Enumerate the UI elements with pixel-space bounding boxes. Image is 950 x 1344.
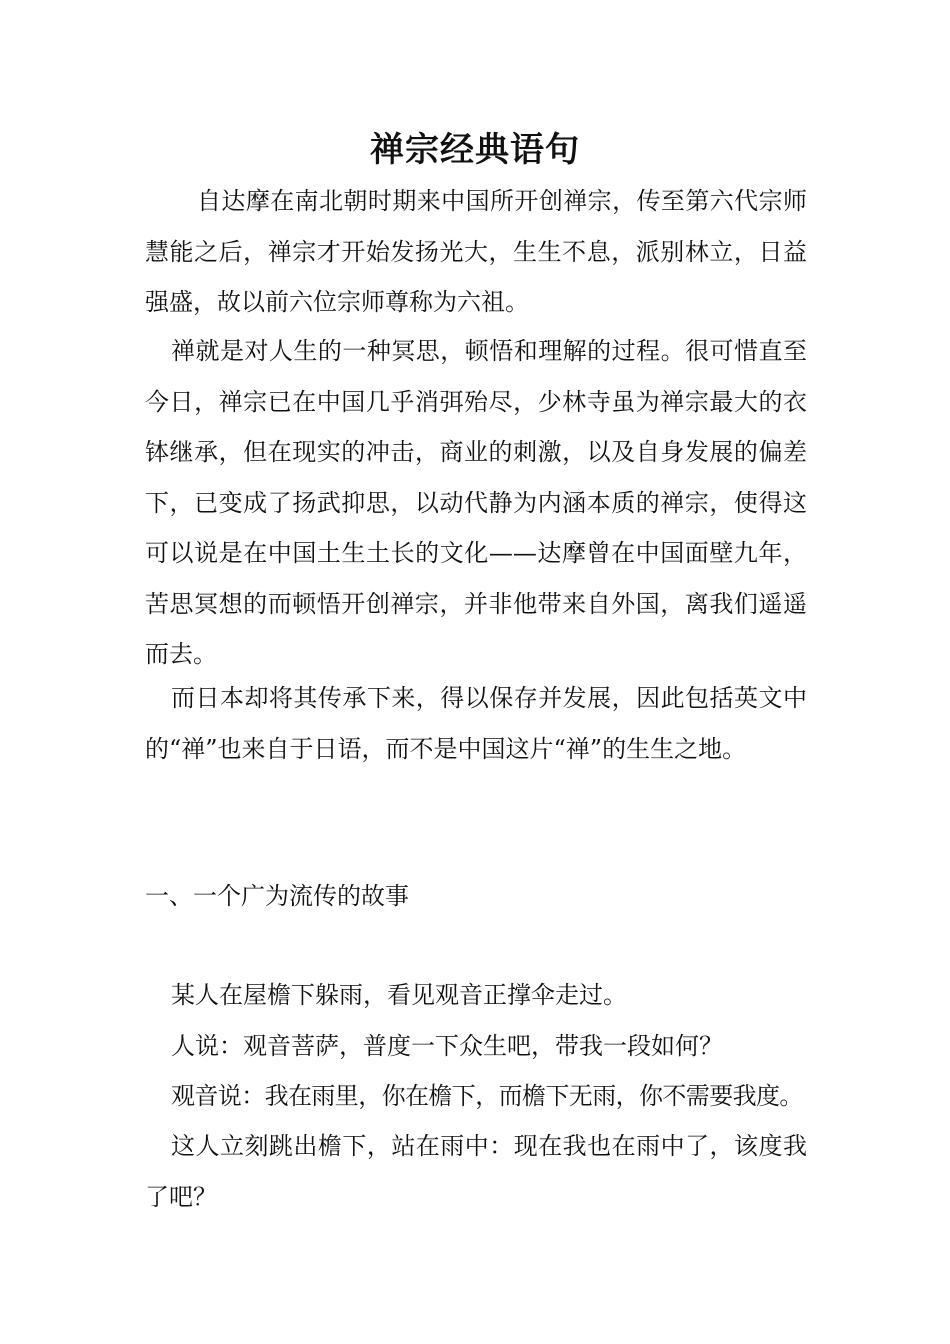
intro-paragraph-2: 禅就是对人生的一种冥思，顿悟和理解的过程。很可惜直至今日，禅宗已在中国几乎消弭殆尽，少林寺虽为禅宗最大的衣钵继承，但在现实的冲击，商业的刺激，以及自身发展的偏差下，已变成了扬武抑思，以动代静为内涵本质的禅宗，使得这可以说是在中国土生土长的文化——达摩曾在中国面壁九年，苦思冥想的而顿悟开创禅宗，并非他带来自外国，离我们遥遥而去。 <box>145 337 807 668</box>
story-line-4: 这人立刻跳出檐下，站在雨中：现在我也在雨中了，该度我了吧？ <box>145 1132 807 1211</box>
intro-paragraph-3: 而日本却将其传承下来，得以保存并发展，因此包括英文中的“禅”也来自于日语，而不是中国这片“禅”的生生之地。 <box>145 684 807 763</box>
intro-paragraph-1: 自达摩在南北朝时期来中国所开创禅宗，传至第六代宗师慧能之后，禅宗才开始发扬光大，生生不息，派别林立，日益强盛，故以前六位宗师尊称为六祖。 <box>145 187 807 316</box>
story-line-3: 观音说：我在雨里，你在檐下，而檐下无雨，你不需要我度。 <box>171 1082 803 1110</box>
story-line-1: 某人在屋檐下躲雨，看见观音正撑伞走过。 <box>171 981 627 1009</box>
document-title: 禅宗经典语句 <box>370 130 580 170</box>
section-heading: 一、一个广为流传的故事 <box>145 882 409 910</box>
story-line-2: 人说：观音菩萨，普度一下众生吧，带我一段如何？ <box>171 1032 723 1060</box>
